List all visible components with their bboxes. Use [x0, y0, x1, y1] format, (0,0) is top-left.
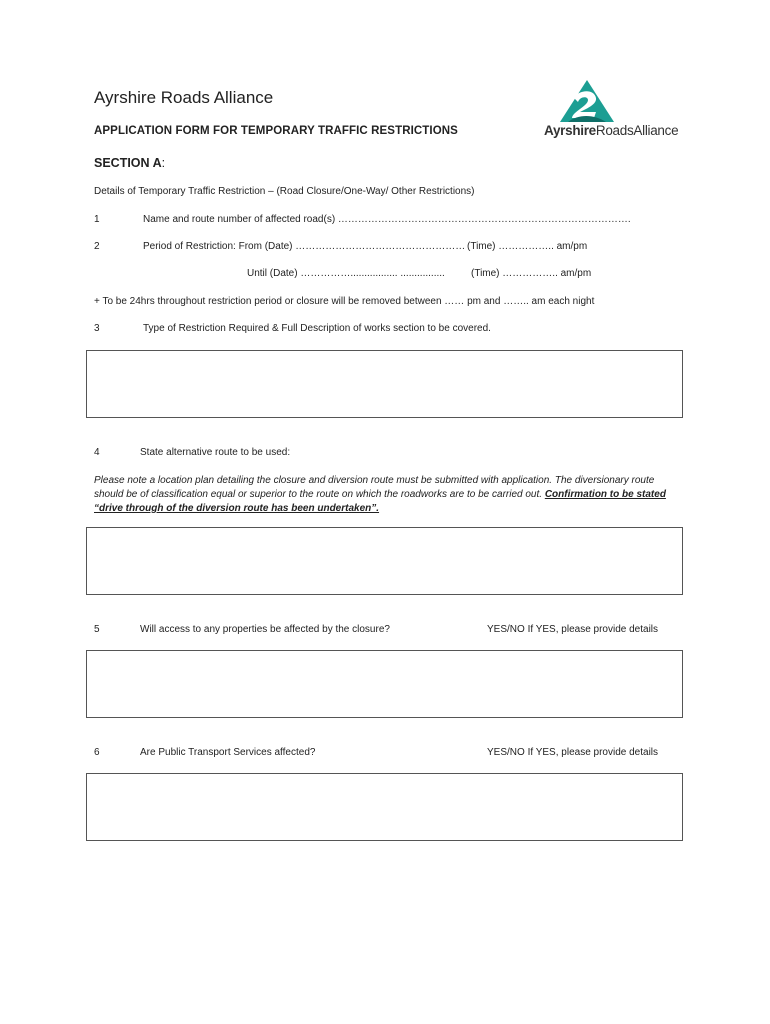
- q4-number: 4: [94, 447, 100, 458]
- q3-number: 3: [94, 323, 100, 334]
- q3-label: Type of Restriction Required & Full Description of works section to be covered.: [143, 323, 491, 334]
- q2-number: 2: [94, 241, 100, 252]
- logo-wordmark-regular: RoadsAlliance: [595, 123, 679, 138]
- form-title: APPLICATION FORM FOR TEMPORARY TRAFFIC RESTRICTIONS: [94, 125, 458, 137]
- q2-until-date-field[interactable]: Until (Date) ……………................. ................: [247, 268, 445, 279]
- hours-note: + To be 24hrs throughout restriction period or closure will be removed between …… pm and …….. am each night: [94, 296, 595, 307]
- q6-details-box[interactable]: [86, 773, 683, 841]
- q5-label: Will access to any properties be affected by the closure?: [140, 624, 390, 635]
- section-label: SECTION A: [94, 156, 162, 170]
- q4-route-box[interactable]: [86, 527, 683, 595]
- q3-description-box[interactable]: [86, 350, 683, 418]
- logo-wordmark-bold: Ayrshire: [544, 123, 596, 138]
- q6-number: 6: [94, 747, 100, 758]
- q5-details-box[interactable]: [86, 650, 683, 718]
- q2-from-date-field[interactable]: Period of Restriction: From (Date) ……………………………………………: [143, 241, 466, 252]
- q4-label: State alternative route to be used:: [140, 447, 291, 458]
- logo-wordmark: [544, 123, 678, 138]
- q4-note-plain: Please note a location plan detailing the closure and diversion route must be submitted with application. The diversionary route should be of classification equal or superior to the route on which the roadworks are to be carried out.: [94, 475, 655, 500]
- q6-yes-no-answer[interactable]: YES/NO If YES, please provide details: [487, 747, 659, 758]
- q2-from-time-field[interactable]: (Time) …………….. am/pm: [467, 241, 588, 252]
- q6-label: Are Public Transport Services affected?: [140, 747, 316, 758]
- q5-yes-no-answer[interactable]: YES/NO If YES, please provide details: [487, 624, 659, 635]
- q5-number: 5: [94, 624, 100, 635]
- q1-road-field[interactable]: Name and route number of affected road(s) …………………………………………………………………………….: [143, 214, 631, 225]
- q4-note-emphasis: Confirmation to be stated “drive through of the diversion route has been undertaken”.: [94, 489, 666, 514]
- organization-name: Ayrshire Roads Alliance: [94, 88, 274, 107]
- q2-until-time-field[interactable]: (Time) …………….. am/pm: [471, 268, 592, 279]
- logo: [544, 78, 684, 142]
- logo-mark-icon: [558, 78, 616, 124]
- q4-diversion-note: [94, 474, 684, 516]
- intro-text: Details of Temporary Traffic Restriction – (Road Closure/One-Way/ Other Restrictions): [94, 186, 475, 197]
- section-heading: [94, 156, 165, 170]
- q1-number: 1: [94, 214, 100, 225]
- section-colon: :: [161, 156, 166, 170]
